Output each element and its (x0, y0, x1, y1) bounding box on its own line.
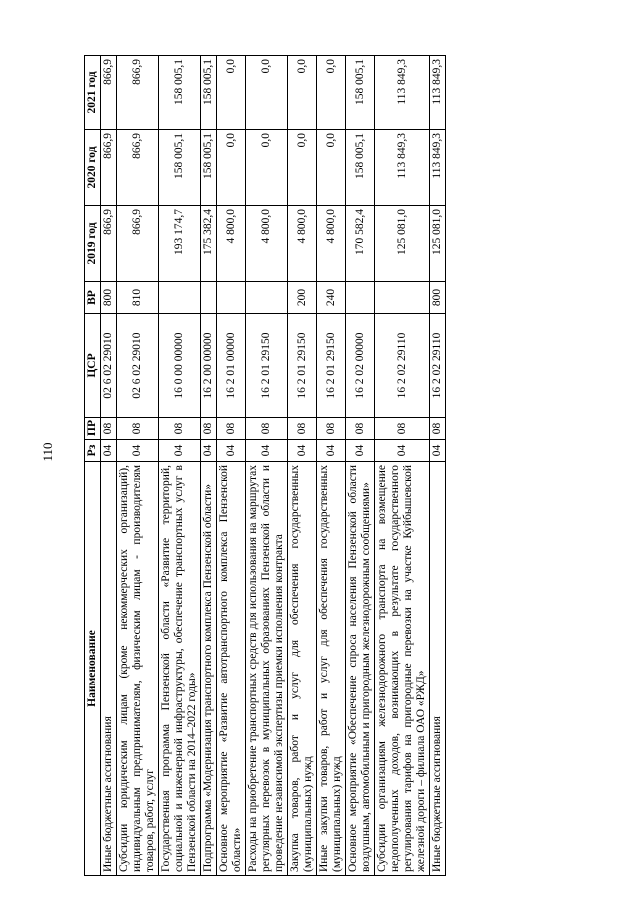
cell-2021: 866,9 (117, 56, 159, 130)
cell-vr (159, 282, 201, 314)
cell-name: Иные закупки товаров, работ и услуг для обеспечения государственных (муниципальных) нужд (317, 462, 346, 876)
cell-2020: 866,9 (101, 130, 117, 206)
cell-2020: 113 849,3 (430, 130, 446, 206)
cell-csr: 16 2 01 29150 (288, 314, 317, 418)
cell-pr: 08 (159, 418, 201, 440)
table-row (346, 56, 375, 876)
cell-pr: 08 (288, 418, 317, 440)
cell-csr: 02 6 02 29010 (117, 314, 159, 418)
cell-2020: 0,0 (217, 130, 246, 206)
cell-rz: 04 (117, 440, 159, 462)
header-2021: 2021 год (85, 56, 101, 130)
cell-2019: 4 800,0 (246, 206, 288, 282)
cell-2020: 0,0 (246, 130, 288, 206)
cell-csr: 16 2 01 29150 (317, 314, 346, 418)
cell-rz: 04 (317, 440, 346, 462)
cell-name: Субсидии юридическим лицам (кроме некоммерческих организаций), индивидуальным предпринимателям, физическим лицам - производителям товаров, работ, услуг (117, 462, 159, 876)
cell-rz: 04 (288, 440, 317, 462)
cell-2020: 866,9 (117, 130, 159, 206)
cell-vr (201, 282, 217, 314)
rotated-table-container (84, 56, 544, 876)
cell-2020: 158 005,1 (346, 130, 375, 206)
cell-rz: 04 (201, 440, 217, 462)
table-row (317, 56, 346, 876)
cell-2021: 158 005,1 (201, 56, 217, 130)
cell-csr: 16 2 02 29110 (375, 314, 430, 418)
cell-2021: 113 849,3 (375, 56, 430, 130)
cell-pr: 08 (246, 418, 288, 440)
cell-2019: 125 081,0 (375, 206, 430, 282)
cell-name: Государственная программа Пензенской области «Развитие территорий, социальной и инженерной инфраструктуры, обеспечение транспортных услуг в Пензенской области на 2014–2022 годы» (159, 462, 201, 876)
cell-csr: 16 0 00 00000 (159, 314, 201, 418)
cell-2021: 158 005,1 (159, 56, 201, 130)
cell-csr: 16 2 02 29110 (430, 314, 446, 418)
table-row (201, 56, 217, 876)
cell-2019: 4 800,0 (288, 206, 317, 282)
cell-vr: 810 (117, 282, 159, 314)
cell-pr: 08 (101, 418, 117, 440)
cell-2019: 193 174,7 (159, 206, 201, 282)
header-vr: ВР (85, 282, 101, 314)
header-2019: 2019 год (85, 206, 101, 282)
cell-2021: 0,0 (288, 56, 317, 130)
cell-rz: 04 (375, 440, 430, 462)
cell-pr: 08 (430, 418, 446, 440)
cell-pr: 08 (117, 418, 159, 440)
header-2020: 2020 год (85, 130, 101, 206)
cell-csr: 16 2 01 29150 (246, 314, 288, 418)
cell-pr: 08 (201, 418, 217, 440)
cell-2021: 0,0 (317, 56, 346, 130)
cell-csr: 16 2 00 00000 (201, 314, 217, 418)
cell-rz: 04 (246, 440, 288, 462)
cell-pr: 08 (375, 418, 430, 440)
cell-csr: 16 2 02 00000 (346, 314, 375, 418)
cell-2021: 0,0 (246, 56, 288, 130)
table-row (430, 56, 446, 876)
cell-2021: 866,9 (101, 56, 117, 130)
cell-2020: 0,0 (288, 130, 317, 206)
header-rz: Рз (85, 440, 101, 462)
cell-name: Основное мероприятие «Развитие автотранспортного комплекса Пензенской области» (217, 462, 246, 876)
cell-pr: 08 (317, 418, 346, 440)
cell-2019: 170 582,4 (346, 206, 375, 282)
cell-name: Основное мероприятие «Обеспечение спроса населения Пензенской области воздушным, автомобильным и пригородным железнодорожным сообщениями» (346, 462, 375, 876)
table-header-row (85, 56, 101, 876)
cell-2019: 125 081,0 (430, 206, 446, 282)
cell-2019: 4 800,0 (317, 206, 346, 282)
cell-name: Подпрограмма «Модернизация транспортного комплекса Пензенской области» (201, 462, 217, 876)
cell-vr (375, 282, 430, 314)
cell-pr: 08 (217, 418, 246, 440)
budget-table (84, 55, 446, 876)
header-csr: ЦСР (85, 314, 101, 418)
table-row (375, 56, 430, 876)
cell-2019: 175 382,4 (201, 206, 217, 282)
cell-name: Иные бюджетные ассигнования (101, 462, 117, 876)
cell-rz: 04 (217, 440, 246, 462)
cell-csr: 02 6 02 29010 (101, 314, 117, 418)
cell-2020: 113 849,3 (375, 130, 430, 206)
cell-2020: 0,0 (317, 130, 346, 206)
cell-pr: 08 (346, 418, 375, 440)
table-row (246, 56, 288, 876)
cell-vr: 200 (288, 282, 317, 314)
header-pr: ПР (85, 418, 101, 440)
table-row (159, 56, 201, 876)
header-name: Наименование (85, 462, 101, 876)
cell-csr: 16 2 01 00000 (217, 314, 246, 418)
cell-2019: 866,9 (101, 206, 117, 282)
cell-2021: 158 005,1 (346, 56, 375, 130)
cell-2021: 0,0 (217, 56, 246, 130)
cell-vr (246, 282, 288, 314)
table-row (217, 56, 246, 876)
cell-2019: 866,9 (117, 206, 159, 282)
cell-2020: 158 005,1 (201, 130, 217, 206)
cell-2019: 4 800,0 (217, 206, 246, 282)
cell-name: Субсидии организациям железнодорожного транспорта на возмещение недополученных доходов, возникающих в результате государственного регулирования тарифов на пригородные перевозки на участке Куйбышевской железной дороги – филиала ОАО «РЖД» (375, 462, 430, 876)
cell-vr (217, 282, 246, 314)
table-row (101, 56, 117, 876)
cell-rz: 04 (159, 440, 201, 462)
table-row (288, 56, 317, 876)
cell-name: Расходы на приобретение транспортных средств для использования на маршрутах регулярных перевозок в муниципальных образованиях Пензенской области и проведение независимой экспертизы приемки исполнения контракта (246, 462, 288, 876)
cell-name: Иные бюджетные ассигнования (430, 462, 446, 876)
table-row (117, 56, 159, 876)
cell-rz: 04 (346, 440, 375, 462)
cell-2020: 158 005,1 (159, 130, 201, 206)
cell-rz: 04 (430, 440, 446, 462)
cell-vr (346, 282, 375, 314)
cell-vr: 240 (317, 282, 346, 314)
cell-vr: 800 (430, 282, 446, 314)
cell-vr: 800 (101, 282, 117, 314)
cell-rz: 04 (101, 440, 117, 462)
cell-name: Закупка товаров, работ и услуг для обеспечения государственных (муниципальных) нужд (288, 462, 317, 876)
cell-2021: 113 849,3 (430, 56, 446, 130)
page-number: 110 (40, 442, 55, 462)
